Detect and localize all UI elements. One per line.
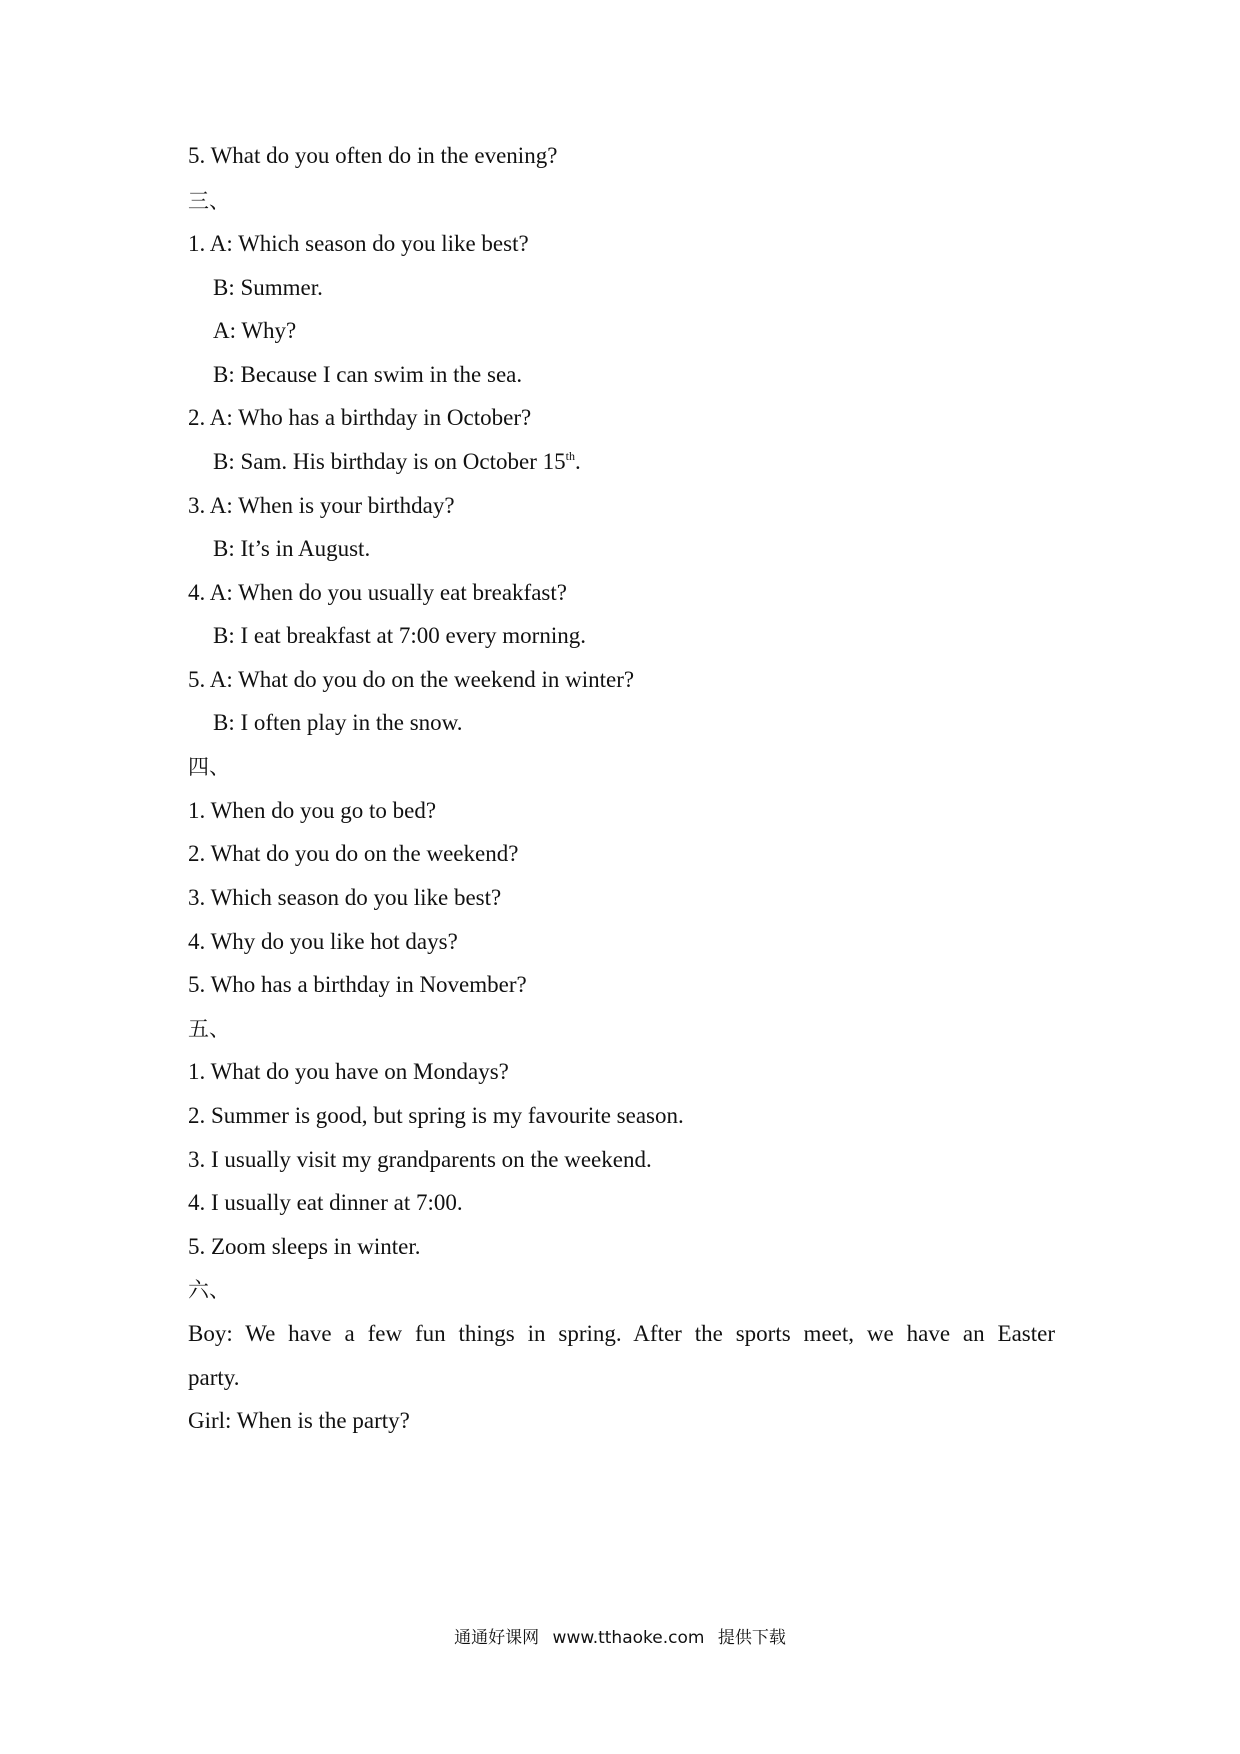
section-heading-6: 六、 xyxy=(188,1278,230,1302)
question-4-3: 3. Which season do you like best? xyxy=(188,885,502,910)
dialogue-4-b: B: I eat breakfast at 7:00 every morning. xyxy=(213,623,586,648)
line-q5-evening: 5. What do you often do in the evening? xyxy=(188,143,558,168)
sentence-5-4: 4. I usually eat dinner at 7:00. xyxy=(188,1190,463,1215)
dialogue-3-b: B: It’s in August. xyxy=(213,536,371,561)
dialogue-1-d: B: Because I can swim in the sea. xyxy=(213,362,523,387)
dialogue-2-b-text: B: Sam. His birthday is on October 15 xyxy=(213,449,566,474)
section-heading-4: 四、 xyxy=(188,755,230,779)
dialogue-2-b xyxy=(213,447,581,477)
section-heading-3: 三、 xyxy=(188,189,230,213)
dialogue-5-a: 5. A: What do you do on the weekend in winter? xyxy=(188,667,635,692)
question-4-5: 5. Who has a birthday in November? xyxy=(188,972,527,997)
dialogue-5-b: B: I often play in the snow. xyxy=(213,710,463,735)
sentence-5-3: 3. I usually visit my grandparents on the weekend. xyxy=(188,1147,652,1172)
dialogue-3-a: 3. A: When is your birthday? xyxy=(188,493,455,518)
section-heading-5: 五、 xyxy=(188,1017,230,1041)
footer-url[interactable]: www.tthaoke.com xyxy=(552,1628,705,1648)
ordinal-suffix: th xyxy=(565,449,575,463)
dialogue-2-a: 2. A: Who has a birthday in October? xyxy=(188,405,532,430)
dialogue-1-b: B: Summer. xyxy=(213,275,323,300)
question-4-4: 4. Why do you like hot days? xyxy=(188,929,458,954)
dialogue-2-b-period: . xyxy=(574,449,581,474)
girl-line: Girl: When is the party? xyxy=(188,1408,410,1433)
boy-line-1: Boy: We have a few fun things in spring. After the sports meet, we have an Easter xyxy=(188,1321,1055,1346)
page-footer xyxy=(0,1626,1240,1650)
question-4-2: 2. What do you do on the weekend? xyxy=(188,841,519,866)
footer-suffix: 提供下载 xyxy=(717,1628,786,1648)
sentence-5-2: 2. Summer is good, but spring is my favourite season. xyxy=(188,1103,684,1128)
dialogue-1-a: 1. A: Which season do you like best? xyxy=(188,231,529,256)
dialogue-1-c: A: Why? xyxy=(213,318,297,343)
dialogue-4-a: 4. A: When do you usually eat breakfast? xyxy=(188,580,567,605)
sentence-5-5: 5. Zoom sleeps in winter. xyxy=(188,1234,421,1259)
sentence-5-1: 1. What do you have on Mondays? xyxy=(188,1059,509,1084)
footer-site-name: 通通好课网 xyxy=(454,1628,540,1648)
question-4-1: 1. When do you go to bed? xyxy=(188,798,437,823)
boy-line-2: party. xyxy=(188,1365,240,1390)
